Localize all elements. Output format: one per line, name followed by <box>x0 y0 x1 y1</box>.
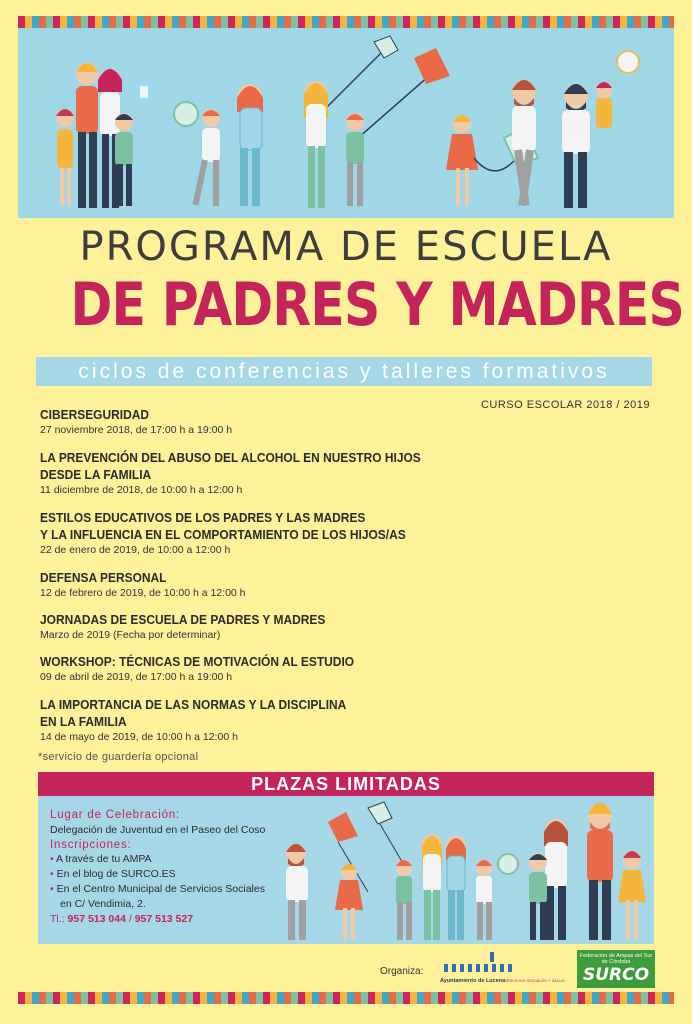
event-item <box>40 696 373 744</box>
ayto-name: Ayuntamiento de Lucena <box>440 978 506 984</box>
header-illustration-band <box>18 28 674 218</box>
organizer-label: Organiza: <box>380 966 424 977</box>
event-item <box>40 406 232 437</box>
event-item <box>40 653 381 684</box>
registration-label: Inscripciones: <box>50 838 132 851</box>
event-date: 09 de abril de 2019, de 17:00 h a 19:00 h <box>40 671 233 683</box>
event-title-cont: DESDE LA FAMILIA <box>40 467 152 482</box>
title-line-2: DE PADRES Y MADRES <box>70 270 684 340</box>
ayuntamiento-logo <box>436 950 566 986</box>
reg-item-cont: en C/ Vendimia, 2. <box>60 897 146 910</box>
event-title: DEFENSA PERSONAL <box>40 570 167 585</box>
reg-item: • En el Centro Municipal de Servicios Sociales <box>50 882 265 895</box>
surco-name: SURCO <box>582 965 650 985</box>
subtitle-bar: ciclos de conferencias y talleres formativos <box>36 357 652 386</box>
event-title: ESTILOS EDUCATIVOS DE LOS PADRES Y LAS MADRES <box>40 510 366 525</box>
ayuntamiento-icon <box>436 950 566 986</box>
event-item <box>40 611 350 642</box>
event-item <box>40 449 454 497</box>
surco-logo <box>577 950 655 988</box>
event-date: 14 de mayo de 2019, de 10:00 h a 12:00 h <box>40 731 238 743</box>
event-item <box>40 569 246 600</box>
event-title: LA IMPORTANCIA DE LAS NORMAS Y LA DISCIPLINA <box>40 697 347 712</box>
decorative-top-stripe <box>18 16 674 28</box>
event-item <box>40 509 438 557</box>
bullet-icon: • <box>50 853 54 866</box>
event-title: JORNADAS DE ESCUELA DE PADRES Y MADRES <box>40 612 326 627</box>
venue-info <box>50 808 265 926</box>
reg-item: • A través de tu AMPA <box>50 853 152 866</box>
bullet-icon: • <box>50 882 54 895</box>
bullet-icon: • <box>50 868 54 881</box>
event-date: 27 noviembre 2018, de 17:00 h a 19:00 h <box>40 424 233 436</box>
venue-text: Delegación de Juventud en el Paseo del Coso <box>50 823 266 836</box>
phone-line: Tl.: 957 513 044 / 957 513 527 <box>50 912 194 925</box>
event-title-cont: Y LA INFLUENCIA EN EL COMPORTAMIENTO DE LOS HIJOS/AS <box>40 527 406 542</box>
limited-places-banner: PLAZAS LIMITADAS <box>38 772 654 796</box>
event-date: Marzo de 2019 (Fecha por determinar) <box>40 629 221 641</box>
title-line-1: PROGRAMA DE ESCUELA <box>79 224 613 270</box>
school-year: CURSO ESCOLAR 2018 / 2019 <box>480 399 650 411</box>
reg-item: • En el blog de SURCO.ES <box>50 868 176 881</box>
event-date: 12 de febrero de 2019, de 10:00 h a 12:00 h <box>40 587 246 599</box>
event-date: 22 de enero de 2019, de 10:00 a 12:00 h <box>40 544 231 556</box>
event-date: 11 diciembre de 2018, de 10:00 h a 12:00 h <box>40 484 243 496</box>
phone-2: 957 513 527 <box>134 912 194 925</box>
decorative-bottom-stripe <box>18 992 674 1004</box>
event-title: WORKSHOP: TÉCNICAS DE MOTIVACIÓN AL ESTUDIO <box>40 654 355 669</box>
childcare-note: *servicio de guardería opcional <box>38 751 199 763</box>
surco-tagline: Federación de Ampas del Sur de Córdoba <box>579 953 653 965</box>
venue-label: Lugar de Celebración: <box>50 809 180 821</box>
event-title: LA PREVENCIÓN DEL ABUSO DEL ALCOHOL EN NUESTRO HIJOS <box>40 450 421 465</box>
event-title-cont: EN LA FAMILIA <box>40 714 127 729</box>
event-title: CIBERSEGURIDAD <box>40 407 149 422</box>
family-illustration <box>18 28 674 218</box>
ayto-dept: SERVICIOS SOCIALES Y SALUD <box>504 978 565 983</box>
phone-1: 957 513 044 <box>67 912 126 925</box>
